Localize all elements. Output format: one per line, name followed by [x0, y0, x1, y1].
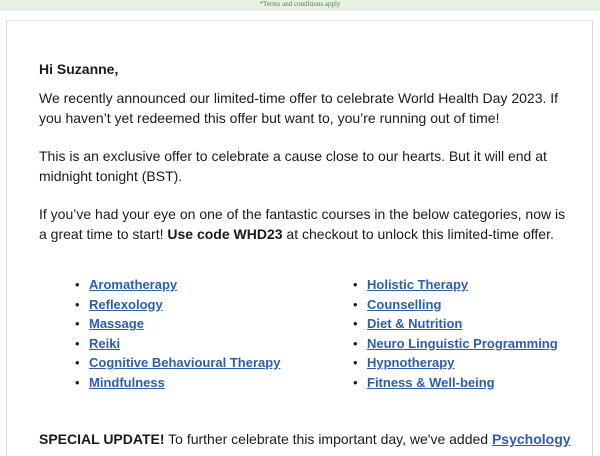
- code-paragraph-intro: If you’ve had your eye on one of the fantastic courses in the below categories, now is a great time to start!: [39, 206, 566, 242]
- category-link-aromatherapy[interactable]: Aromatherapy: [89, 277, 178, 292]
- category-list-left: [75, 275, 280, 392]
- list-item: [75, 275, 280, 295]
- list-item: [353, 353, 558, 373]
- category-link-mindfulness[interactable]: Mindfulness: [89, 374, 165, 390]
- list-item: [75, 295, 280, 315]
- list-item: [353, 295, 558, 315]
- offer-paragraph: We recently announced our limited-time offer to celebrate World Health Day 2023. If you haven’t yet redeemed this offer but want to, you’re running out of time!: [39, 90, 559, 126]
- psychology-link[interactable]: Psychology: [491, 431, 571, 447]
- category-link-nlp[interactable]: Neuro Linguistic Programming: [367, 335, 558, 351]
- list-item: [75, 314, 280, 334]
- list-item: [353, 334, 558, 354]
- category-list-right: [353, 275, 558, 392]
- list-item: [353, 275, 558, 295]
- promo-code: Use code WHD23: [167, 226, 283, 242]
- greeting: Hi Suzanne,: [39, 61, 119, 77]
- list-item: [75, 353, 280, 373]
- code-paragraph-end: at checkout to unlock this limited-time offer.: [282, 226, 554, 242]
- category-link-cbt[interactable]: Cognitive Behavioural Therapy: [89, 355, 281, 370]
- special-update-lead: SPECIAL UPDATE!: [39, 431, 165, 447]
- category-link-counselling[interactable]: Counselling: [367, 296, 442, 312]
- list-item: [353, 314, 558, 334]
- list-item: [75, 373, 280, 393]
- list-item: [353, 373, 558, 393]
- list-item: [75, 334, 280, 354]
- terms-note: *Terms and conditions apply: [259, 0, 341, 8]
- exclusive-paragraph: This is an exclusive offer to celebrate a cause close to our hearts. But it will end at midnight tonight (BST).: [39, 148, 547, 184]
- category-link-hypnotherapy[interactable]: Hypnotherapy: [367, 355, 455, 370]
- code-paragraph: [39, 204, 569, 244]
- category-link-holistic-therapy[interactable]: Holistic Therapy: [367, 277, 469, 292]
- category-link-massage[interactable]: Massage: [89, 316, 144, 331]
- category-link-diet-nutrition[interactable]: Diet & Nutrition: [367, 316, 463, 331]
- category-link-reflexology[interactable]: Reflexology: [89, 296, 163, 312]
- email-body: [6, 20, 593, 456]
- category-link-fitness-wellbeing[interactable]: Fitness & Well-being: [367, 374, 495, 390]
- special-update: [39, 429, 599, 449]
- special-update-text: To further celebrate this important day, we've added: [164, 431, 492, 447]
- category-link-reiki[interactable]: Reiki: [89, 335, 121, 351]
